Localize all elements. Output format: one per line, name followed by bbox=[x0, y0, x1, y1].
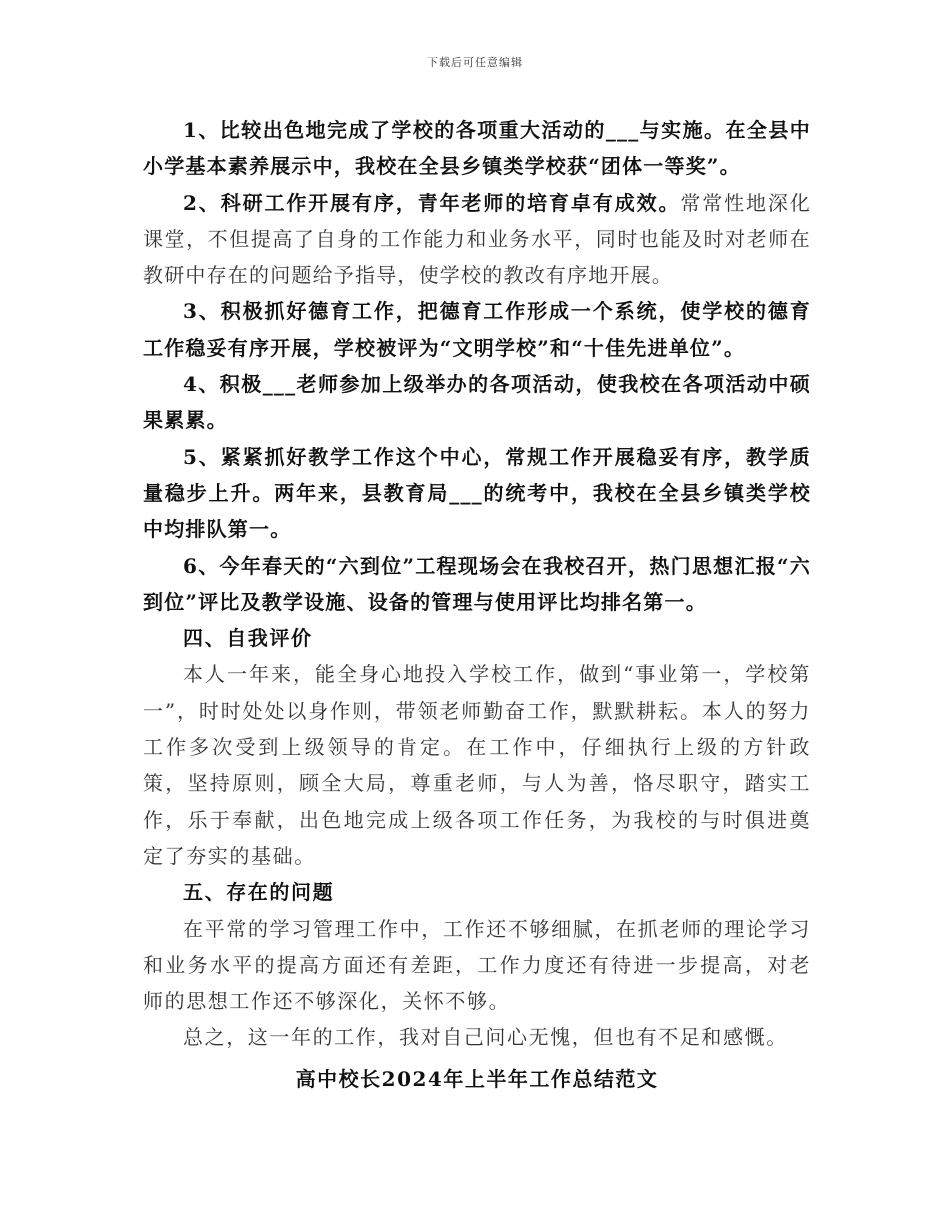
achievement-item-4 bbox=[143, 366, 811, 439]
section-4-heading: 四、自我评价 bbox=[183, 626, 313, 651]
section-5-body: 在平常的学习管理工作中，工作还不够细腻，在抓老师的理论学习和业务水平的提高方面还有差距，工作力度还有待进一步提高，对老师的思想工作还不够深化，关怀不够。 bbox=[143, 916, 811, 1014]
conclusion-paragraph: 总之，这一年的工作，我对自己问心无愧，但也有不足和感慨。 bbox=[183, 1025, 788, 1050]
achievement-item-2 bbox=[143, 185, 811, 294]
next-document-title: 高中校长2024年上半年工作总结范文 bbox=[295, 1066, 659, 1091]
achievement-item-3 bbox=[143, 293, 811, 366]
item-6-bold-text: 6、今年春天的“六到位”工程现场会在我校召开，热门思想汇报“六到位”评比及教学设施、设备的管理与使用评比均排名第一。 bbox=[143, 553, 811, 614]
item-1-bold-text: 1、比较出色地完成了学校的各项重大活动的___与实施。在全县中小学基本素养展示中，我校在全县乡镇类学校获“团体一等奖”。 bbox=[143, 118, 811, 179]
achievement-item-6 bbox=[143, 548, 811, 621]
achievement-item-5 bbox=[143, 439, 811, 548]
item-3-bold-text: 3、积极抓好德育工作，把德育工作形成一个系统，使学校的德育工作稳妥有序开展，学校被评为“文明学校”和“十佳先进单位”。 bbox=[143, 299, 811, 360]
section-4-body: 本人一年来，能全身心地投入学校工作，做到“事业第一，学校第一”，时时处处以身作则，带领老师勤奋工作，默默耕耘。本人的努力工作多次受到上级领导的肯定。在工作中，仔细执行上级的方针政策，坚持原则，顾全大局，尊重老师，与人为善，恪尽职守，踏实工作，乐于奉献，出色地完成上级各项工作任务，为我校的与时俱进奠定了夯实的基础。 bbox=[143, 662, 811, 868]
document-body bbox=[143, 112, 811, 1096]
achievement-item-1 bbox=[143, 112, 811, 185]
item-2-bold-text: 2、科研工作开展有序，青年老师的培育卓有成效。 bbox=[183, 190, 681, 215]
section-5-heading: 五、存在的问题 bbox=[183, 880, 335, 905]
item-4-bold-text: 4、积极___老师参加上级举办的各项活动，使我校在各项活动中硕果累累。 bbox=[143, 372, 811, 433]
page-header: 下载后可任意编辑 bbox=[427, 56, 523, 69]
item-2-normal-text: 常常性地深化课堂，不但提高了自身的工作能力和业务水平，同时也能及时对老师在教研中存在的问题给予指导，使学校的教改有序地开展。 bbox=[143, 190, 812, 288]
item-5-bold-text: 5、紧紧抓好教学工作这个中心，常规工作开展稳妥有序，教学质量稳步上升。两年来，县教育局___的统考中，我校在全县乡镇类学校中均排队第一。 bbox=[143, 444, 811, 542]
